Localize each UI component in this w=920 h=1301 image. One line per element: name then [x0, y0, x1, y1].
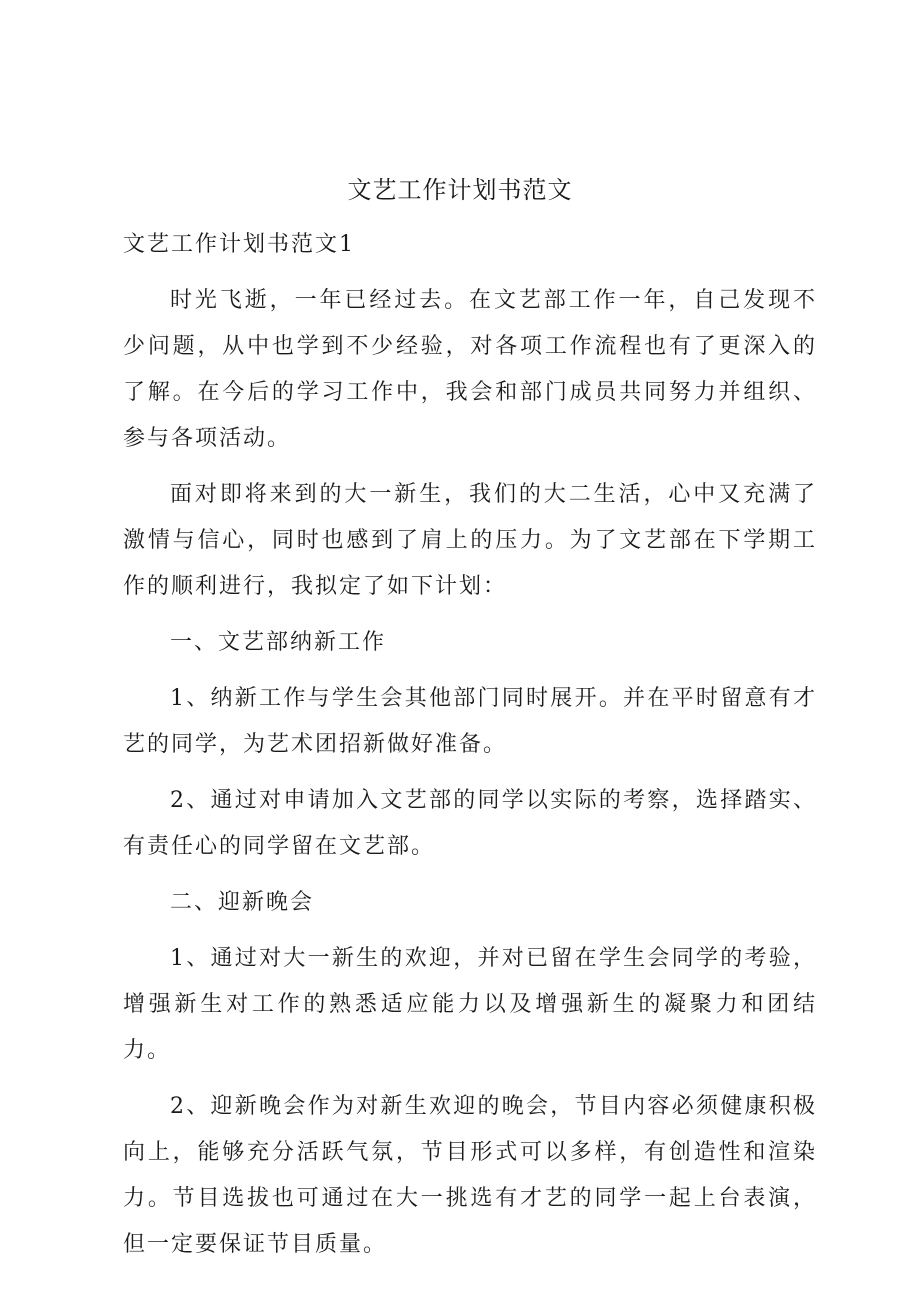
subheading-recruitment: 一、文艺部纳新工作 — [170, 630, 387, 655]
paragraph-welcome-party-1: 1、通过对大一新生的欢迎，并对已留在学生会同学的考验，增强新生对工作的熟悉适应能力以及增强新生的凝聚力和团结力。 — [123, 946, 817, 1063]
paragraph-recruitment-2: 2、通过对申请加入文艺部的同学以实际的考察，选择踏实、有责任心的同学留在文艺部。 — [123, 788, 817, 859]
paragraph-recruitment-1: 1、纳新工作与学生会其他部门同时展开。并在平时留意有才艺的同学，为艺术团招新做好准备。 — [123, 686, 817, 757]
paragraph-plan-intro: 面对即将来到的大一新生，我们的大二生活，心中又充满了激情与信心，同时也感到了肩上的压力。为了文艺部在下学期工作的顺利进行，我拟定了如下计划： — [123, 482, 817, 599]
document-title: 文艺工作计划书范文 — [347, 176, 573, 204]
document-body — [123, 222, 817, 1278]
paragraph-welcome-party-2: 2、迎新晚会作为对新生欢迎的晚会，节目内容必须健康积极向上，能够充分活跃气氛，节目形式可以多样，有创造性和渲染力。节目选拔也可通过在大一挑选有才艺的同学一起上台表演，但一定要保证节目质量。 — [123, 1094, 817, 1257]
paragraph-intro: 时光飞逝，一年已经过去。在文艺部工作一年，自己发现不少问题，从中也学到不少经验，对各项工作流程也有了更深入的了解。在今后的学习工作中，我会和部门成员共同努力并组织、参与各项活动。 — [123, 288, 817, 451]
subheading-welcome-party: 二、迎新晚会 — [170, 890, 315, 915]
section-heading: 文艺工作计划书范文1 — [123, 232, 355, 257]
